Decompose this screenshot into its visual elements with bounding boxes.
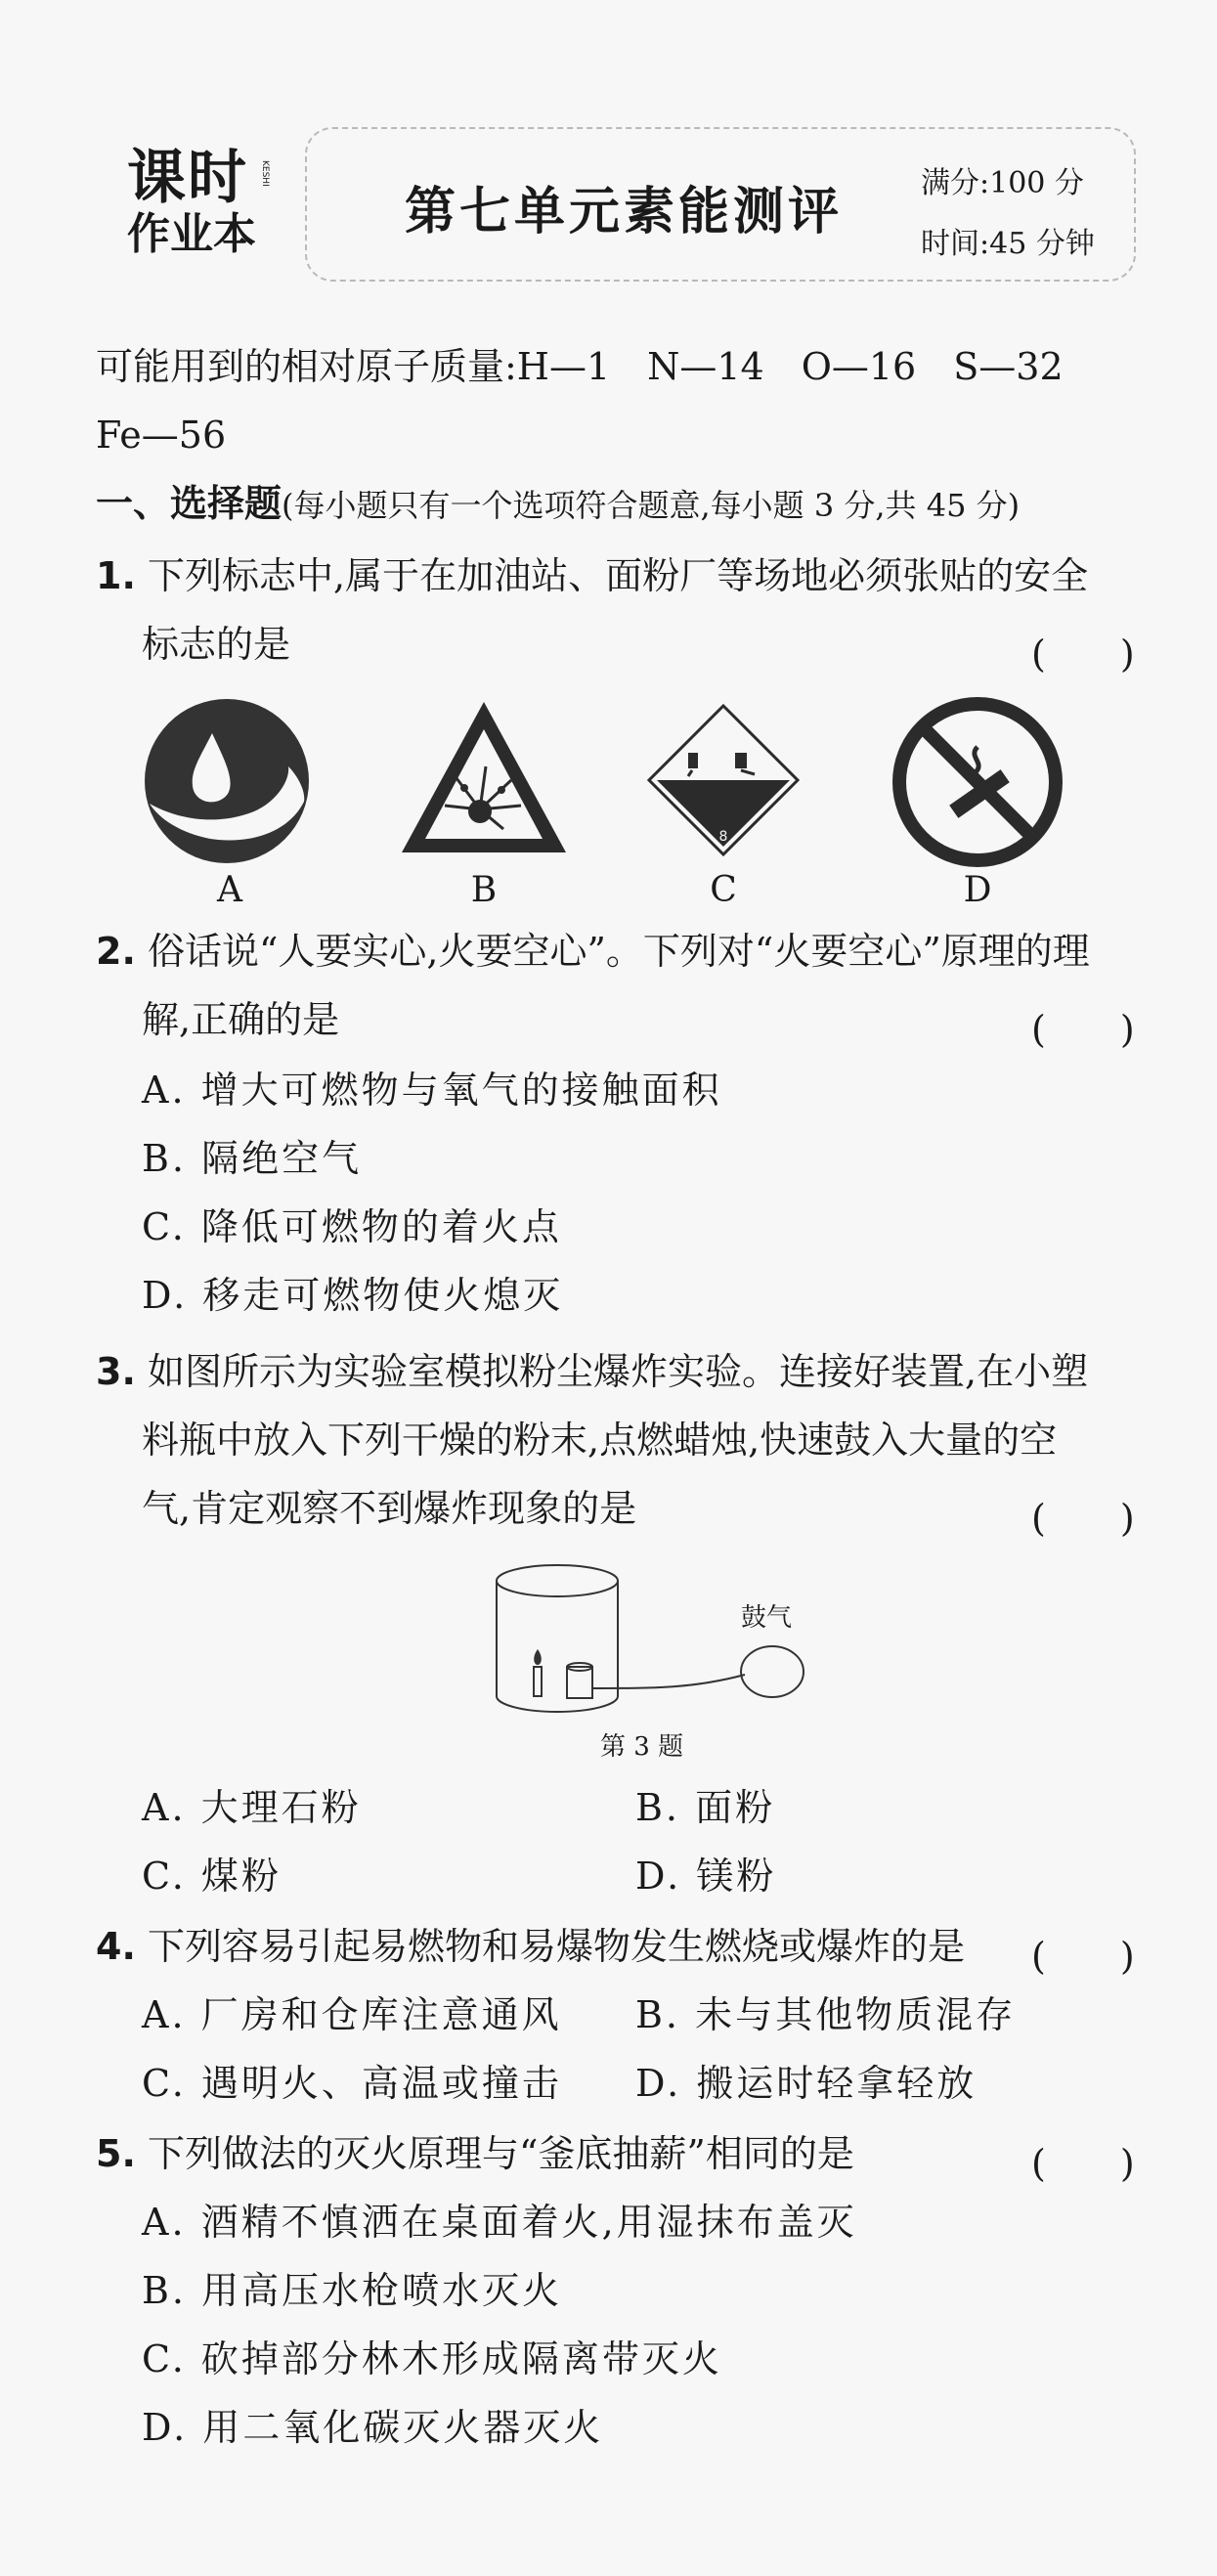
q5-text-1: 下列做法的灭火原理与“釜底抽薪”相同的是 (147, 2132, 854, 2175)
q4-option-b: B. 未与其他物质混存 (635, 1993, 1017, 2036)
dust-explosion-apparatus-figure (489, 1559, 811, 1730)
q2-number: 2. (96, 930, 136, 973)
figure-caption: 第 3 题 (600, 1732, 684, 1762)
section-title: 一、选择题 (96, 481, 283, 525)
q5-option-c: C. 砍掉部分林木形成隔离带灭火 (142, 2337, 722, 2380)
sign-a-label: A (217, 870, 242, 910)
q3-text-1: 如图所示为实验室模拟粉尘爆炸实验。连接好装置,在小塑 (147, 1350, 1089, 1393)
q3-option-c: C. 煤粉 (142, 1855, 282, 1898)
section-note: (每小题只有一个选项符合题意,每小题 3 分,共 45 分) (282, 487, 1021, 524)
atomic-mass-line-1: 可能用到的相对原子质量:H—1 N—14 O—16 S—32 (96, 345, 1064, 388)
q3-text-2: 料瓶中放入下列干燥的粉末,点燃蜡烛,快速鼓入大量的空 (142, 1419, 1058, 1462)
q2-text-1: 俗话说“人要实心,火要空心”。下列对“火要空心”原理的理 (147, 930, 1090, 973)
q3-option-a: A. 大理石粉 (142, 1786, 362, 1829)
page-title: 第七单元素能测评 (405, 182, 844, 241)
q5-option-a: A. 酒精不慎洒在桌面着火,用湿抹布盖灭 (142, 2201, 857, 2244)
title-box (305, 127, 1136, 282)
q5-number: 5. (96, 2132, 136, 2175)
q1-answer-paren: ( ) (1031, 633, 1135, 676)
publisher-logo (127, 144, 274, 260)
q5-answer-paren: ( ) (1031, 2142, 1135, 2185)
q2-text-2: 解,正确的是 (142, 998, 340, 1041)
q1-text-1: 下列标志中,属于在加油站、面粉厂等场地必须张贴的安全 (147, 554, 1089, 597)
q1-text-2: 标志的是 (142, 623, 291, 666)
q4-option-d: D. 搬运时轻拿轻放 (635, 2062, 978, 2105)
q4-text-1: 下列容易引起易燃物和易爆物发生燃烧或爆炸的是 (147, 1925, 965, 1968)
q1-number: 1. (96, 554, 136, 597)
logo-small-text: KESHI (260, 160, 270, 187)
time-limit: 时间:45 分钟 (921, 227, 1095, 261)
sign-c-label: C (710, 870, 737, 910)
q4-line-1 (96, 1924, 965, 1969)
q3-option-b: B. 面粉 (635, 1786, 776, 1829)
q3-option-d: D. 镁粉 (635, 1855, 777, 1898)
q4-option-c: C. 遇明火、高温或撞击 (142, 2062, 562, 2105)
q2-option-a: A. 增大可燃物与氧气的接触面积 (142, 1069, 722, 1112)
sign-b-label: B (470, 870, 498, 910)
full-score: 满分:100 分 (921, 166, 1084, 200)
logo-line-1: 课时 (127, 144, 248, 212)
q5-option-d: D. 用二氧化碳灭火器灭火 (142, 2406, 604, 2449)
sign-a-water-icon (142, 696, 313, 867)
sign-b-explosive-icon (396, 696, 572, 862)
q1-line-1 (96, 553, 1088, 598)
atomic-mass-line-2: Fe—56 (96, 414, 227, 457)
q2-option-b: B. 隔绝空气 (142, 1137, 363, 1180)
q3-answer-paren: ( ) (1031, 1497, 1135, 1540)
sign-d-label: D (963, 870, 992, 910)
q2-answer-paren: ( ) (1031, 1008, 1135, 1051)
q4-option-a: A. 厂房和仓库注意通风 (142, 1993, 562, 2036)
q2-option-c: C. 降低可燃物的着火点 (142, 1205, 562, 1248)
q2-line-1 (96, 929, 1090, 974)
sign-c-corrosive-icon (645, 702, 802, 858)
q5-option-b: B. 用高压水枪喷水灭火 (142, 2269, 563, 2312)
q3-text-3: 气,肯定观察不到爆炸现象的是 (142, 1487, 637, 1530)
q3-line-1 (96, 1349, 1088, 1394)
q4-answer-paren: ( ) (1031, 1935, 1135, 1978)
q2-option-d: D. 移走可燃物使火熄灭 (142, 1274, 564, 1317)
q5-line-1 (96, 2131, 854, 2176)
bellows-label: 鼓气 (741, 1603, 793, 1633)
sign-c-class-number: 8 (718, 829, 728, 845)
q4-number: 4. (96, 1925, 136, 1968)
section-heading (96, 481, 1020, 528)
q3-number: 3. (96, 1350, 136, 1393)
logo-line-2: 作业本 (127, 209, 256, 259)
sign-d-no-smoking-icon (891, 696, 1064, 868)
